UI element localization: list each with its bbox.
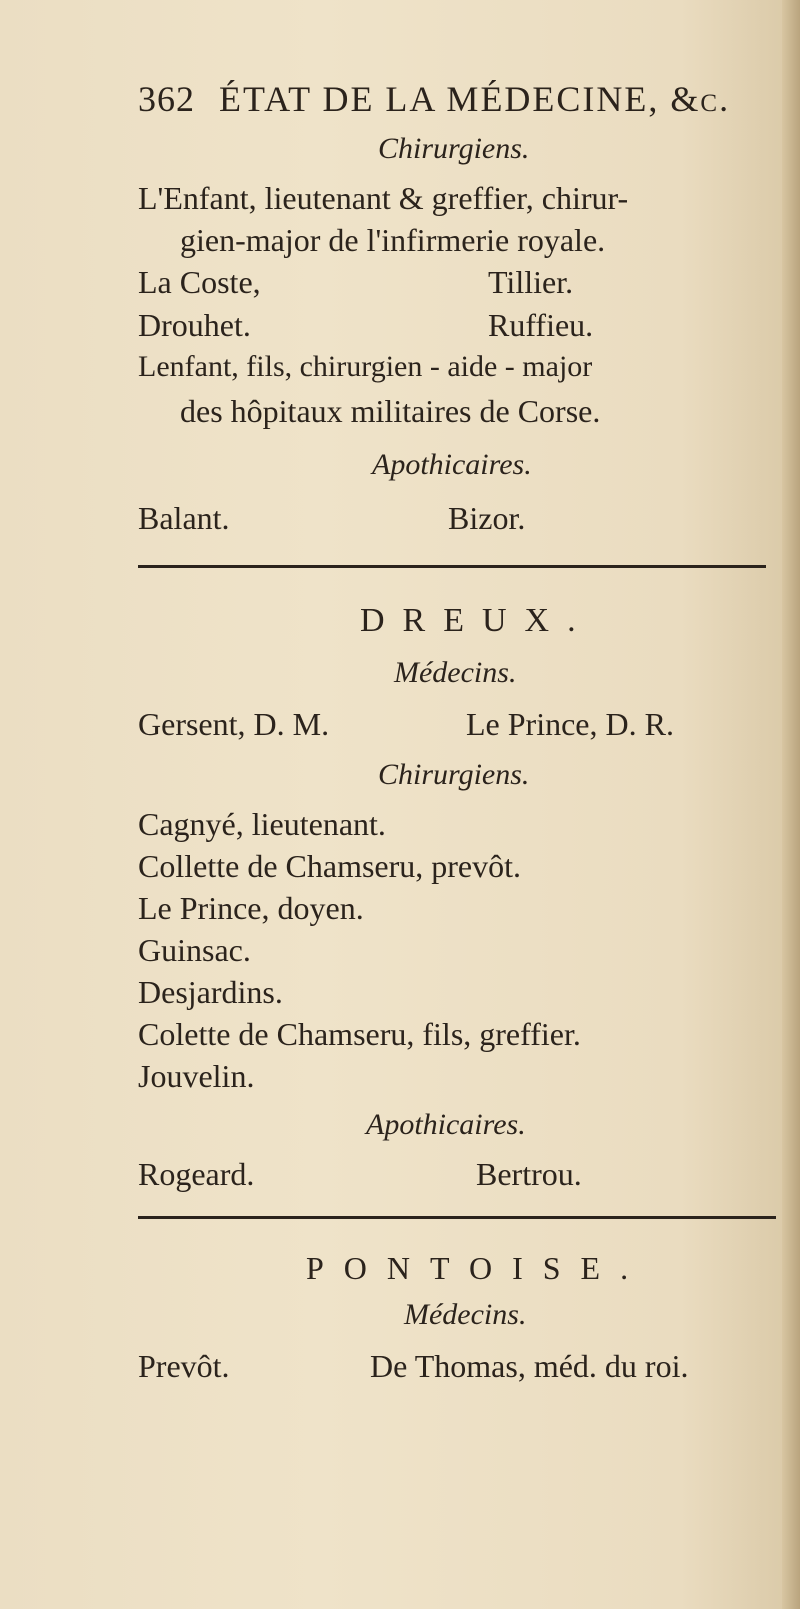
page-edge: [782, 0, 800, 1609]
surgeon-name: Collette de Chamseru, prevôt.: [138, 848, 522, 884]
apothecary-name: Bertrou.: [476, 1156, 582, 1192]
city-heading-dreux: DREUX.: [360, 602, 594, 639]
surgeon-line: Ruffieu.: [488, 307, 594, 343]
apothecaries-heading: Apothicaires.: [366, 1108, 526, 1141]
page-number: 362: [138, 79, 195, 119]
surgeon-line: des hôpitaux militaires de Corse.: [180, 393, 601, 429]
surgeons-heading: Chirurgiens.: [378, 132, 530, 165]
surgeon-line: L'Enfant, lieutenant & greffier, chirur-: [138, 180, 629, 216]
surgeons-heading: Chirurgiens.: [378, 758, 530, 791]
apothecaries-heading: Apothicaires.: [372, 448, 532, 481]
surgeon-name: Colette de Chamseru, fils, greffier.: [138, 1016, 581, 1052]
physicians-heading: Médecins.: [394, 656, 517, 689]
surgeon-line: La Coste,: [138, 264, 261, 300]
surgeon-name: Le Prince, doyen.: [138, 890, 364, 926]
physicians-heading: Médecins.: [404, 1298, 527, 1331]
apothecary-name: Balant.: [138, 500, 230, 536]
section-rule: [138, 1216, 776, 1219]
city-heading-pontoise: PONTOISE.: [306, 1250, 649, 1286]
physician-name: Prevôt.: [138, 1348, 230, 1384]
page-header: [138, 78, 730, 120]
section-rule: [138, 565, 766, 568]
physician-name: Le Prince, D. R.: [466, 706, 674, 742]
surgeon-name: Jouvelin.: [138, 1058, 255, 1094]
surgeon-line: Lenfant, fils, chirurgien - aide - major: [138, 350, 593, 383]
surgeon-line: Drouhet.: [138, 307, 251, 343]
apothecary-name: Bizor.: [448, 500, 526, 536]
surgeon-name: Guinsac.: [138, 932, 251, 968]
physician-name: De Thomas, méd. du roi.: [370, 1348, 689, 1384]
running-title: ÉTAT DE LA MÉDECINE, &c.: [219, 79, 731, 119]
physician-name: Gersent, D. M.: [138, 706, 330, 742]
surgeon-name: Cagnyé, lieutenant.: [138, 806, 386, 842]
surgeon-line: gien-major de l'infirmerie royale.: [180, 222, 606, 258]
surgeon-name: Desjardins.: [138, 974, 283, 1010]
surgeon-line: Tillier.: [488, 264, 574, 300]
apothecary-name: Rogeard.: [138, 1156, 255, 1192]
